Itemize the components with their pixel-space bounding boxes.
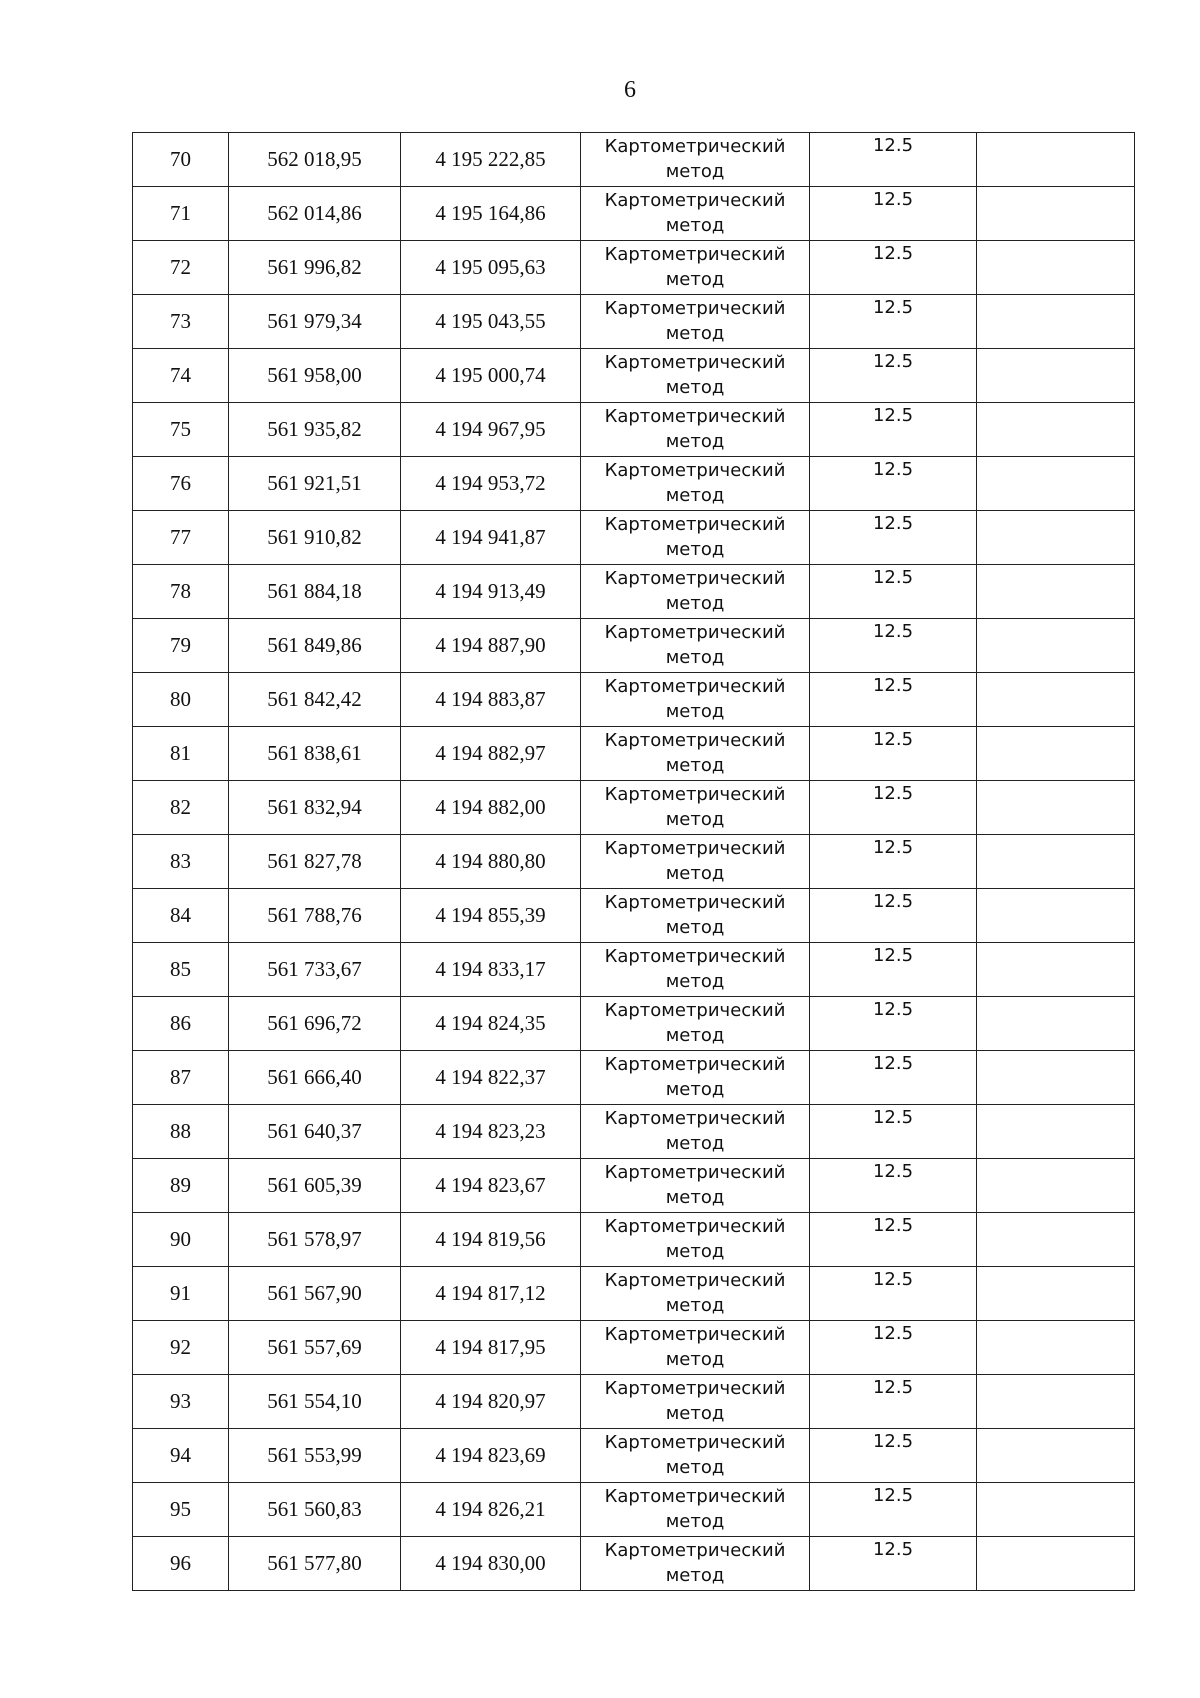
- table-row: [133, 835, 1135, 889]
- method-cell: [581, 727, 810, 781]
- x-coordinate-cell: 561 605,39: [229, 1159, 401, 1213]
- point-number-cell: 73: [133, 295, 229, 349]
- x-coordinate-cell: 561 788,76: [229, 889, 401, 943]
- method-line-2: метод: [665, 377, 725, 398]
- accuracy-cell: 12.5: [810, 1429, 977, 1483]
- note-cell: [977, 1429, 1135, 1483]
- method-line-1: Картометрический: [604, 622, 786, 643]
- y-coordinate-cell: 4 194 823,67: [401, 1159, 581, 1213]
- note-cell: [977, 511, 1135, 565]
- method-cell: [581, 997, 810, 1051]
- y-coordinate-cell: 4 194 826,21: [401, 1483, 581, 1537]
- x-coordinate-cell: 561 733,67: [229, 943, 401, 997]
- point-number-cell: 93: [133, 1375, 229, 1429]
- note-cell: [977, 997, 1135, 1051]
- y-coordinate-cell: 4 194 822,37: [401, 1051, 581, 1105]
- note-cell: [977, 565, 1135, 619]
- method-cell: [581, 565, 810, 619]
- table-row: [133, 1267, 1135, 1321]
- method-cell: [581, 1483, 810, 1537]
- accuracy-cell: 12.5: [810, 1051, 977, 1105]
- table-row: [133, 1375, 1135, 1429]
- point-number-cell: 83: [133, 835, 229, 889]
- x-coordinate-cell: 561 640,37: [229, 1105, 401, 1159]
- x-coordinate-cell: 561 884,18: [229, 565, 401, 619]
- method-line-1: Картометрический: [604, 298, 786, 319]
- method-line-2: метод: [665, 269, 725, 290]
- x-coordinate-cell: 562 014,86: [229, 187, 401, 241]
- accuracy-cell: 12.5: [810, 943, 977, 997]
- table-row: [133, 349, 1135, 403]
- y-coordinate-cell: 4 194 882,97: [401, 727, 581, 781]
- method-line-1: Картометрический: [604, 190, 786, 211]
- point-number-cell: 87: [133, 1051, 229, 1105]
- method-line-2: метод: [665, 701, 725, 722]
- point-number-cell: 82: [133, 781, 229, 835]
- accuracy-cell: 12.5: [810, 1213, 977, 1267]
- method-line-2: метод: [665, 1187, 725, 1208]
- note-cell: [977, 673, 1135, 727]
- table-row: [133, 997, 1135, 1051]
- method-line-1: Картометрический: [604, 1540, 786, 1561]
- accuracy-cell: 12.5: [810, 403, 977, 457]
- x-coordinate-cell: 561 838,61: [229, 727, 401, 781]
- method-line-1: Картометрический: [604, 730, 786, 751]
- table-row: [133, 673, 1135, 727]
- method-line-2: метод: [665, 809, 725, 830]
- x-coordinate-cell: 561 849,86: [229, 619, 401, 673]
- note-cell: [977, 133, 1135, 187]
- method-line-2: метод: [665, 1403, 725, 1424]
- point-number-cell: 71: [133, 187, 229, 241]
- accuracy-cell: 12.5: [810, 1537, 977, 1591]
- y-coordinate-cell: 4 195 164,86: [401, 187, 581, 241]
- method-line-2: метод: [665, 539, 725, 560]
- point-number-cell: 70: [133, 133, 229, 187]
- point-number-cell: 91: [133, 1267, 229, 1321]
- method-line-2: метод: [665, 1079, 725, 1100]
- method-cell: [581, 241, 810, 295]
- y-coordinate-cell: 4 194 953,72: [401, 457, 581, 511]
- y-coordinate-cell: 4 194 882,00: [401, 781, 581, 835]
- method-cell: [581, 1375, 810, 1429]
- table-row: [133, 889, 1135, 943]
- method-line-1: Картометрический: [604, 136, 786, 157]
- y-coordinate-cell: 4 194 823,69: [401, 1429, 581, 1483]
- accuracy-cell: 12.5: [810, 1267, 977, 1321]
- accuracy-cell: 12.5: [810, 241, 977, 295]
- accuracy-cell: 12.5: [810, 727, 977, 781]
- point-number-cell: 74: [133, 349, 229, 403]
- accuracy-cell: 12.5: [810, 835, 977, 889]
- method-line-2: метод: [665, 431, 725, 452]
- method-line-1: Картометрический: [604, 784, 786, 805]
- note-cell: [977, 1267, 1135, 1321]
- accuracy-cell: 12.5: [810, 781, 977, 835]
- accuracy-cell: 12.5: [810, 997, 977, 1051]
- table-row: [133, 1483, 1135, 1537]
- x-coordinate-cell: 561 910,82: [229, 511, 401, 565]
- table-row: [133, 1429, 1135, 1483]
- point-number-cell: 94: [133, 1429, 229, 1483]
- y-coordinate-cell: 4 194 817,12: [401, 1267, 581, 1321]
- method-line-1: Картометрический: [604, 1108, 786, 1129]
- method-line-2: метод: [665, 971, 725, 992]
- y-coordinate-cell: 4 195 000,74: [401, 349, 581, 403]
- x-coordinate-cell: 561 935,82: [229, 403, 401, 457]
- method-line-2: метод: [665, 1511, 725, 1532]
- method-line-1: Картометрический: [604, 244, 786, 265]
- method-line-1: Картометрический: [604, 352, 786, 373]
- x-coordinate-cell: 561 557,69: [229, 1321, 401, 1375]
- method-line-1: Картометрический: [604, 1270, 786, 1291]
- method-line-1: Картометрический: [604, 568, 786, 589]
- accuracy-cell: 12.5: [810, 1483, 977, 1537]
- y-coordinate-cell: 4 194 819,56: [401, 1213, 581, 1267]
- y-coordinate-cell: 4 194 941,87: [401, 511, 581, 565]
- method-line-1: Картометрический: [604, 1216, 786, 1237]
- method-cell: [581, 943, 810, 997]
- note-cell: [977, 1213, 1135, 1267]
- point-number-cell: 76: [133, 457, 229, 511]
- accuracy-cell: 12.5: [810, 1321, 977, 1375]
- method-cell: [581, 403, 810, 457]
- method-line-2: метод: [665, 593, 725, 614]
- table-row: [133, 1159, 1135, 1213]
- y-coordinate-cell: 4 194 817,95: [401, 1321, 581, 1375]
- point-number-cell: 78: [133, 565, 229, 619]
- accuracy-cell: 12.5: [810, 511, 977, 565]
- x-coordinate-cell: 561 832,94: [229, 781, 401, 835]
- method-line-1: Картометрический: [604, 1486, 786, 1507]
- accuracy-cell: 12.5: [810, 619, 977, 673]
- method-cell: [581, 1159, 810, 1213]
- x-coordinate-cell: 561 577,80: [229, 1537, 401, 1591]
- accuracy-cell: 12.5: [810, 349, 977, 403]
- method-cell: [581, 133, 810, 187]
- method-line-2: метод: [665, 323, 725, 344]
- y-coordinate-cell: 4 194 820,97: [401, 1375, 581, 1429]
- y-coordinate-cell: 4 194 887,90: [401, 619, 581, 673]
- accuracy-cell: 12.5: [810, 1375, 977, 1429]
- method-cell: [581, 781, 810, 835]
- x-coordinate-cell: 561 842,42: [229, 673, 401, 727]
- method-line-2: метод: [665, 1349, 725, 1370]
- method-cell: [581, 1321, 810, 1375]
- note-cell: [977, 781, 1135, 835]
- method-line-2: метод: [665, 1457, 725, 1478]
- table-row: [133, 1051, 1135, 1105]
- accuracy-cell: 12.5: [810, 133, 977, 187]
- note-cell: [977, 1321, 1135, 1375]
- note-cell: [977, 1105, 1135, 1159]
- accuracy-cell: 12.5: [810, 889, 977, 943]
- table-row: [133, 241, 1135, 295]
- note-cell: [977, 295, 1135, 349]
- x-coordinate-cell: 561 696,72: [229, 997, 401, 1051]
- note-cell: [977, 619, 1135, 673]
- note-cell: [977, 1375, 1135, 1429]
- y-coordinate-cell: 4 194 880,80: [401, 835, 581, 889]
- table-row: [133, 403, 1135, 457]
- point-number-cell: 95: [133, 1483, 229, 1537]
- point-number-cell: 80: [133, 673, 229, 727]
- table-row: [133, 1537, 1135, 1591]
- method-line-1: Картометрический: [604, 1324, 786, 1345]
- method-line-2: метод: [665, 1133, 725, 1154]
- x-coordinate-cell: 561 666,40: [229, 1051, 401, 1105]
- note-cell: [977, 727, 1135, 781]
- method-line-2: метод: [665, 161, 725, 182]
- note-cell: [977, 889, 1135, 943]
- point-number-cell: 96: [133, 1537, 229, 1591]
- point-number-cell: 88: [133, 1105, 229, 1159]
- note-cell: [977, 1051, 1135, 1105]
- point-number-cell: 90: [133, 1213, 229, 1267]
- method-line-2: метод: [665, 485, 725, 506]
- method-line-1: Картометрический: [604, 460, 786, 481]
- accuracy-cell: 12.5: [810, 457, 977, 511]
- method-line-2: метод: [665, 215, 725, 236]
- x-coordinate-cell: 561 554,10: [229, 1375, 401, 1429]
- y-coordinate-cell: 4 194 824,35: [401, 997, 581, 1051]
- note-cell: [977, 349, 1135, 403]
- y-coordinate-cell: 4 195 043,55: [401, 295, 581, 349]
- x-coordinate-cell: 561 921,51: [229, 457, 401, 511]
- point-number-cell: 84: [133, 889, 229, 943]
- method-line-2: метод: [665, 647, 725, 668]
- x-coordinate-cell: 561 827,78: [229, 835, 401, 889]
- method-line-1: Картометрический: [604, 892, 786, 913]
- method-line-2: метод: [665, 917, 725, 938]
- method-line-1: Картометрический: [604, 1432, 786, 1453]
- method-line-1: Картометрический: [604, 838, 786, 859]
- method-line-1: Картометрический: [604, 676, 786, 697]
- y-coordinate-cell: 4 194 830,00: [401, 1537, 581, 1591]
- coordinates-table-body: [133, 133, 1135, 1591]
- note-cell: [977, 1483, 1135, 1537]
- method-cell: [581, 1213, 810, 1267]
- table-row: [133, 457, 1135, 511]
- x-coordinate-cell: 561 560,83: [229, 1483, 401, 1537]
- point-number-cell: 75: [133, 403, 229, 457]
- method-cell: [581, 619, 810, 673]
- method-line-1: Картометрический: [604, 946, 786, 967]
- point-number-cell: 86: [133, 997, 229, 1051]
- x-coordinate-cell: 561 578,97: [229, 1213, 401, 1267]
- method-line-1: Картометрический: [604, 1054, 786, 1075]
- method-cell: [581, 889, 810, 943]
- method-cell: [581, 835, 810, 889]
- x-coordinate-cell: 562 018,95: [229, 133, 401, 187]
- method-line-1: Картометрический: [604, 1000, 786, 1021]
- y-coordinate-cell: 4 194 855,39: [401, 889, 581, 943]
- point-number-cell: 85: [133, 943, 229, 997]
- table-row: [133, 1321, 1135, 1375]
- coordinates-table: [132, 132, 1135, 1591]
- y-coordinate-cell: 4 194 913,49: [401, 565, 581, 619]
- method-line-2: метод: [665, 1565, 725, 1586]
- y-coordinate-cell: 4 195 222,85: [401, 133, 581, 187]
- accuracy-cell: 12.5: [810, 295, 977, 349]
- page-number: 6: [624, 77, 636, 103]
- note-cell: [977, 1159, 1135, 1213]
- method-line-2: метод: [665, 863, 725, 884]
- method-line-1: Картометрический: [604, 406, 786, 427]
- method-cell: [581, 187, 810, 241]
- table-row: [133, 727, 1135, 781]
- y-coordinate-cell: 4 194 833,17: [401, 943, 581, 997]
- y-coordinate-cell: 4 194 823,23: [401, 1105, 581, 1159]
- accuracy-cell: 12.5: [810, 1159, 977, 1213]
- point-number-cell: 72: [133, 241, 229, 295]
- x-coordinate-cell: 561 979,34: [229, 295, 401, 349]
- point-number-cell: 77: [133, 511, 229, 565]
- note-cell: [977, 1537, 1135, 1591]
- y-coordinate-cell: 4 194 967,95: [401, 403, 581, 457]
- x-coordinate-cell: 561 958,00: [229, 349, 401, 403]
- method-cell: [581, 457, 810, 511]
- method-cell: [581, 1429, 810, 1483]
- accuracy-cell: 12.5: [810, 673, 977, 727]
- table-row: [133, 1213, 1135, 1267]
- table-row: [133, 781, 1135, 835]
- accuracy-cell: 12.5: [810, 187, 977, 241]
- table-row: [133, 133, 1135, 187]
- table-row: [133, 295, 1135, 349]
- note-cell: [977, 943, 1135, 997]
- table-row: [133, 943, 1135, 997]
- method-cell: [581, 1537, 810, 1591]
- method-cell: [581, 295, 810, 349]
- table-row: [133, 619, 1135, 673]
- accuracy-cell: 12.5: [810, 1105, 977, 1159]
- table-row: [133, 565, 1135, 619]
- point-number-cell: 79: [133, 619, 229, 673]
- table-row: [133, 187, 1135, 241]
- method-line-1: Картометрический: [604, 514, 786, 535]
- method-cell: [581, 1267, 810, 1321]
- method-cell: [581, 511, 810, 565]
- method-line-1: Картометрический: [604, 1162, 786, 1183]
- point-number-cell: 89: [133, 1159, 229, 1213]
- method-line-2: метод: [665, 755, 725, 776]
- x-coordinate-cell: 561 567,90: [229, 1267, 401, 1321]
- method-cell: [581, 349, 810, 403]
- point-number-cell: 92: [133, 1321, 229, 1375]
- table-row: [133, 511, 1135, 565]
- y-coordinate-cell: 4 194 883,87: [401, 673, 581, 727]
- method-line-2: метод: [665, 1295, 725, 1316]
- accuracy-cell: 12.5: [810, 565, 977, 619]
- method-line-2: метод: [665, 1241, 725, 1262]
- method-line-2: метод: [665, 1025, 725, 1046]
- note-cell: [977, 835, 1135, 889]
- y-coordinate-cell: 4 195 095,63: [401, 241, 581, 295]
- x-coordinate-cell: 561 996,82: [229, 241, 401, 295]
- method-cell: [581, 1105, 810, 1159]
- note-cell: [977, 457, 1135, 511]
- method-line-1: Картометрический: [604, 1378, 786, 1399]
- note-cell: [977, 241, 1135, 295]
- method-cell: [581, 673, 810, 727]
- note-cell: [977, 403, 1135, 457]
- point-number-cell: 81: [133, 727, 229, 781]
- note-cell: [977, 187, 1135, 241]
- method-cell: [581, 1051, 810, 1105]
- x-coordinate-cell: 561 553,99: [229, 1429, 401, 1483]
- table-row: [133, 1105, 1135, 1159]
